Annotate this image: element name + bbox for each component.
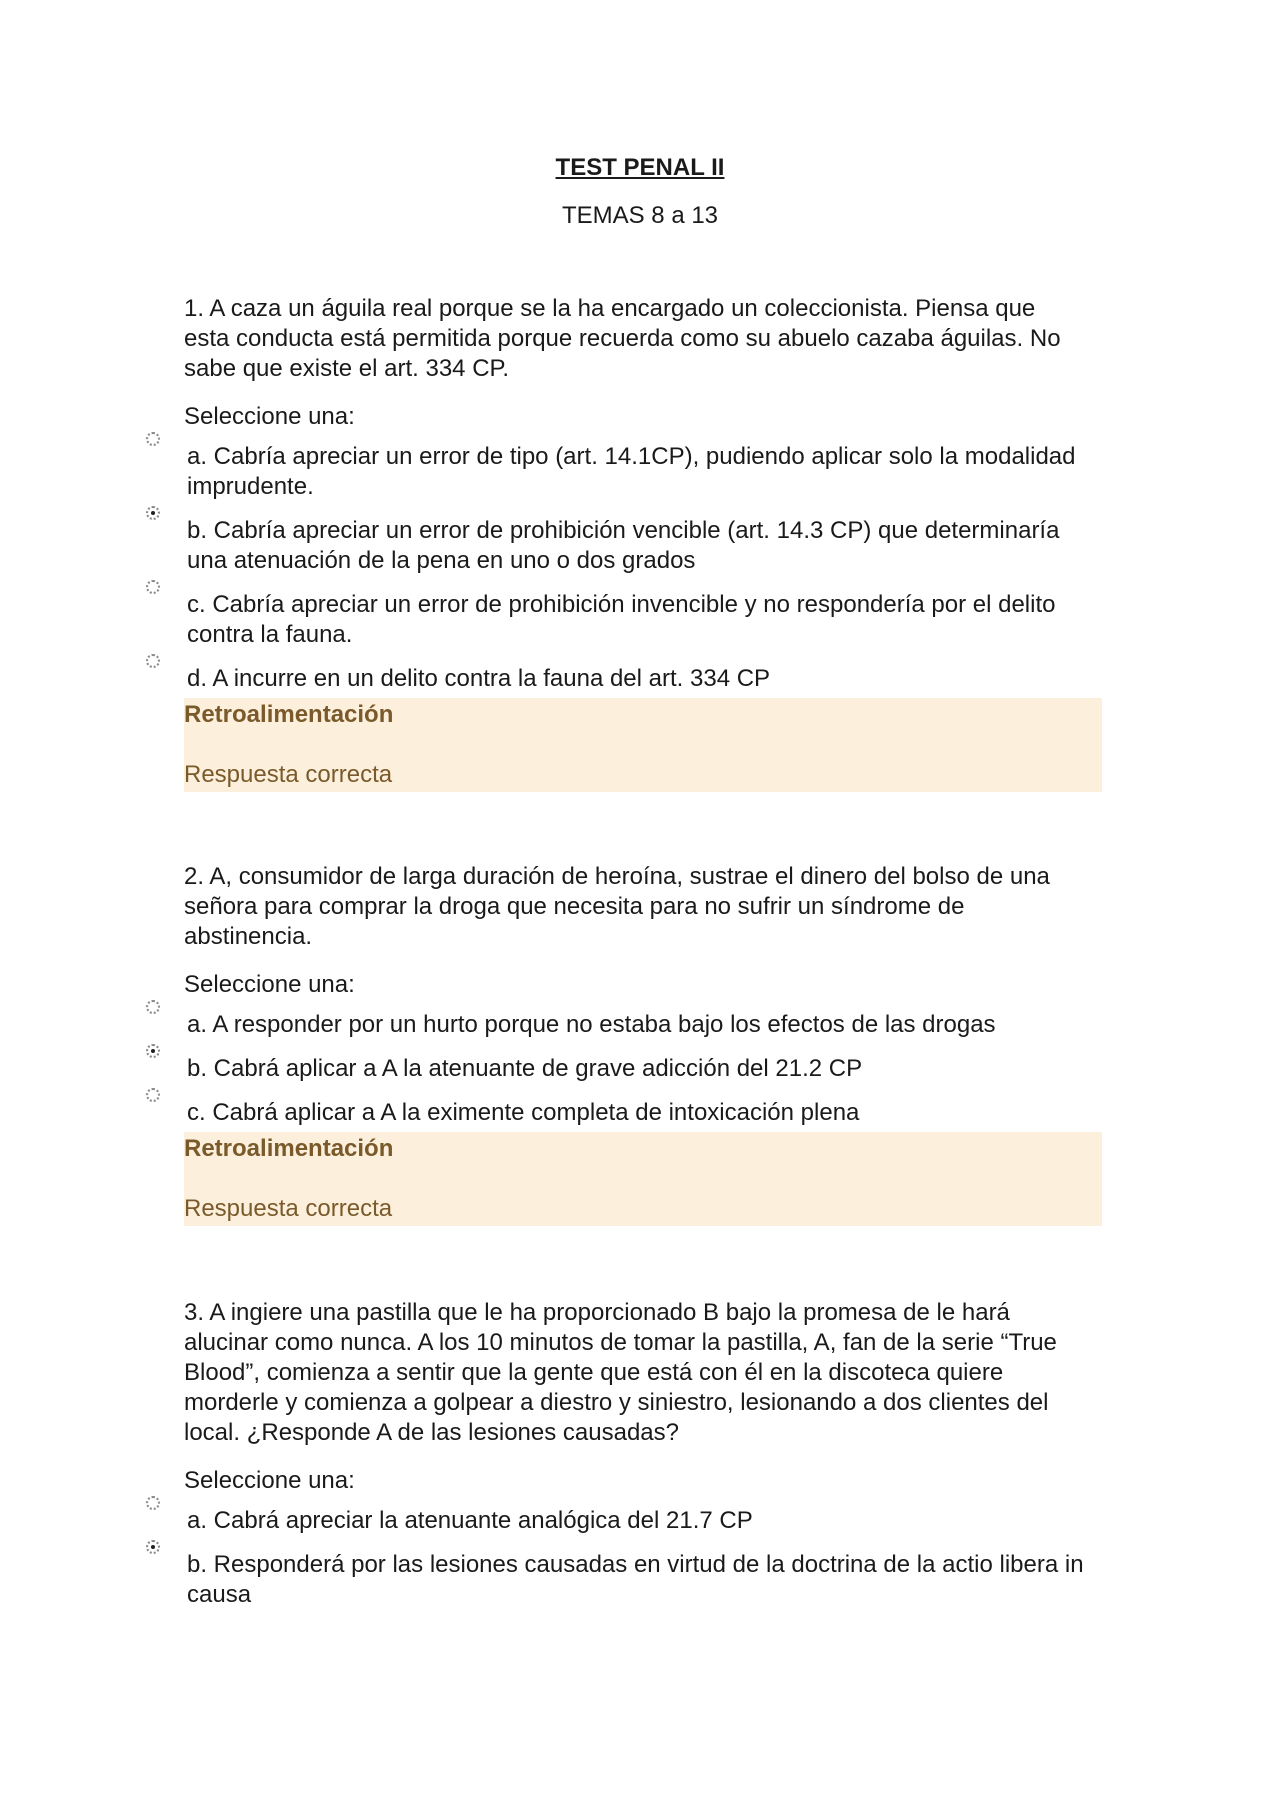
feedback-result: Respuesta correcta bbox=[184, 761, 393, 788]
radio-button-icon[interactable] bbox=[146, 580, 160, 594]
option-label: b. Responderá por las lesiones causadas en virtud de la doctrina de la actio libera in causa bbox=[187, 1551, 1084, 1608]
option-label: d. A incurre en un delito contra la fauna del art. 334 CP bbox=[187, 665, 771, 692]
select-label: Seleccione una: bbox=[184, 971, 355, 998]
option-c[interactable] bbox=[184, 1098, 1084, 1128]
feedback-box bbox=[184, 1132, 1102, 1226]
option-label: b. Cabría apreciar un error de prohibición vencible (art. 14.3 CP) que determinaría una atenuación de la pena en uno o dos grados bbox=[187, 517, 1060, 574]
option-d[interactable] bbox=[184, 664, 1084, 694]
options-list bbox=[184, 442, 1084, 694]
option-a[interactable] bbox=[184, 1010, 1084, 1040]
radio-button-checked-icon[interactable] bbox=[146, 1540, 160, 1554]
question-text: 2. A, consumidor de larga duración de heroína, sustrae el dinero del bolso de una señora para comprar la droga que necesita para no sufrir un síndrome de abstinencia. bbox=[184, 863, 1050, 950]
option-b[interactable] bbox=[184, 1550, 1084, 1610]
option-a[interactable] bbox=[184, 1506, 1084, 1536]
options-list bbox=[184, 1010, 1084, 1128]
select-label: Seleccione una: bbox=[184, 403, 355, 430]
option-a[interactable] bbox=[184, 442, 1084, 502]
option-label: c. Cabría apreciar un error de prohibición invencible y no respondería por el delito contra la fauna. bbox=[187, 591, 1056, 648]
feedback-title: Retroalimentación bbox=[184, 1135, 394, 1162]
options-list bbox=[184, 1506, 1084, 1610]
feedback-title: Retroalimentación bbox=[184, 701, 394, 728]
option-b[interactable] bbox=[184, 1054, 1084, 1084]
question-1 bbox=[184, 294, 1084, 792]
option-label: c. Cabrá aplicar a A la eximente completa de intoxicación plena bbox=[187, 1099, 860, 1126]
question-text: 1. A caza un águila real porque se la ha encargado un coleccionista. Piensa que esta conducta está permitida porque recuerda como su abuelo cazaba águilas. No sabe que existe el art. 334 CP. bbox=[184, 295, 1061, 382]
document-subtitle: TEMAS 8 a 13 bbox=[561, 202, 719, 229]
question-3 bbox=[184, 1298, 1084, 1624]
radio-button-icon[interactable] bbox=[146, 1088, 160, 1102]
option-label: b. Cabrá aplicar a A la atenuante de grave adicción del 21.2 CP bbox=[187, 1055, 863, 1082]
feedback-result: Respuesta correcta bbox=[184, 1195, 393, 1222]
radio-button-icon[interactable] bbox=[146, 654, 160, 668]
option-c[interactable] bbox=[184, 590, 1084, 650]
radio-button-checked-icon[interactable] bbox=[146, 1044, 160, 1058]
option-label: a. A responder por un hurto porque no estaba bajo los efectos de las drogas bbox=[187, 1011, 996, 1038]
question-2 bbox=[184, 862, 1084, 1226]
question-text: 3. A ingiere una pastilla que le ha proporcionado B bajo la promesa de le hará alucinar como nunca. A los 10 minutos de tomar la pastilla, A, fan de la serie “True Blood”, comienza a sentir que la gente que está con él en la discoteca quiere morderle y comienza a golpear a diestro y siniestro, lesionando a dos clientes del local. ¿Responde A de las lesiones causadas? bbox=[184, 1299, 1057, 1446]
option-label: a. Cabrá apreciar la atenuante analógica del 21.7 CP bbox=[187, 1507, 753, 1534]
select-label: Seleccione una: bbox=[184, 1467, 355, 1494]
option-b[interactable] bbox=[184, 516, 1084, 576]
radio-button-checked-icon[interactable] bbox=[146, 506, 160, 520]
radio-button-icon[interactable] bbox=[146, 432, 160, 446]
feedback-box bbox=[184, 698, 1102, 792]
option-label: a. Cabría apreciar un error de tipo (art. 14.1CP), pudiendo aplicar solo la modalidad imprudente. bbox=[187, 443, 1076, 500]
document-title: TEST PENAL II bbox=[555, 154, 725, 181]
radio-button-icon[interactable] bbox=[146, 1000, 160, 1014]
radio-button-icon[interactable] bbox=[146, 1496, 160, 1510]
